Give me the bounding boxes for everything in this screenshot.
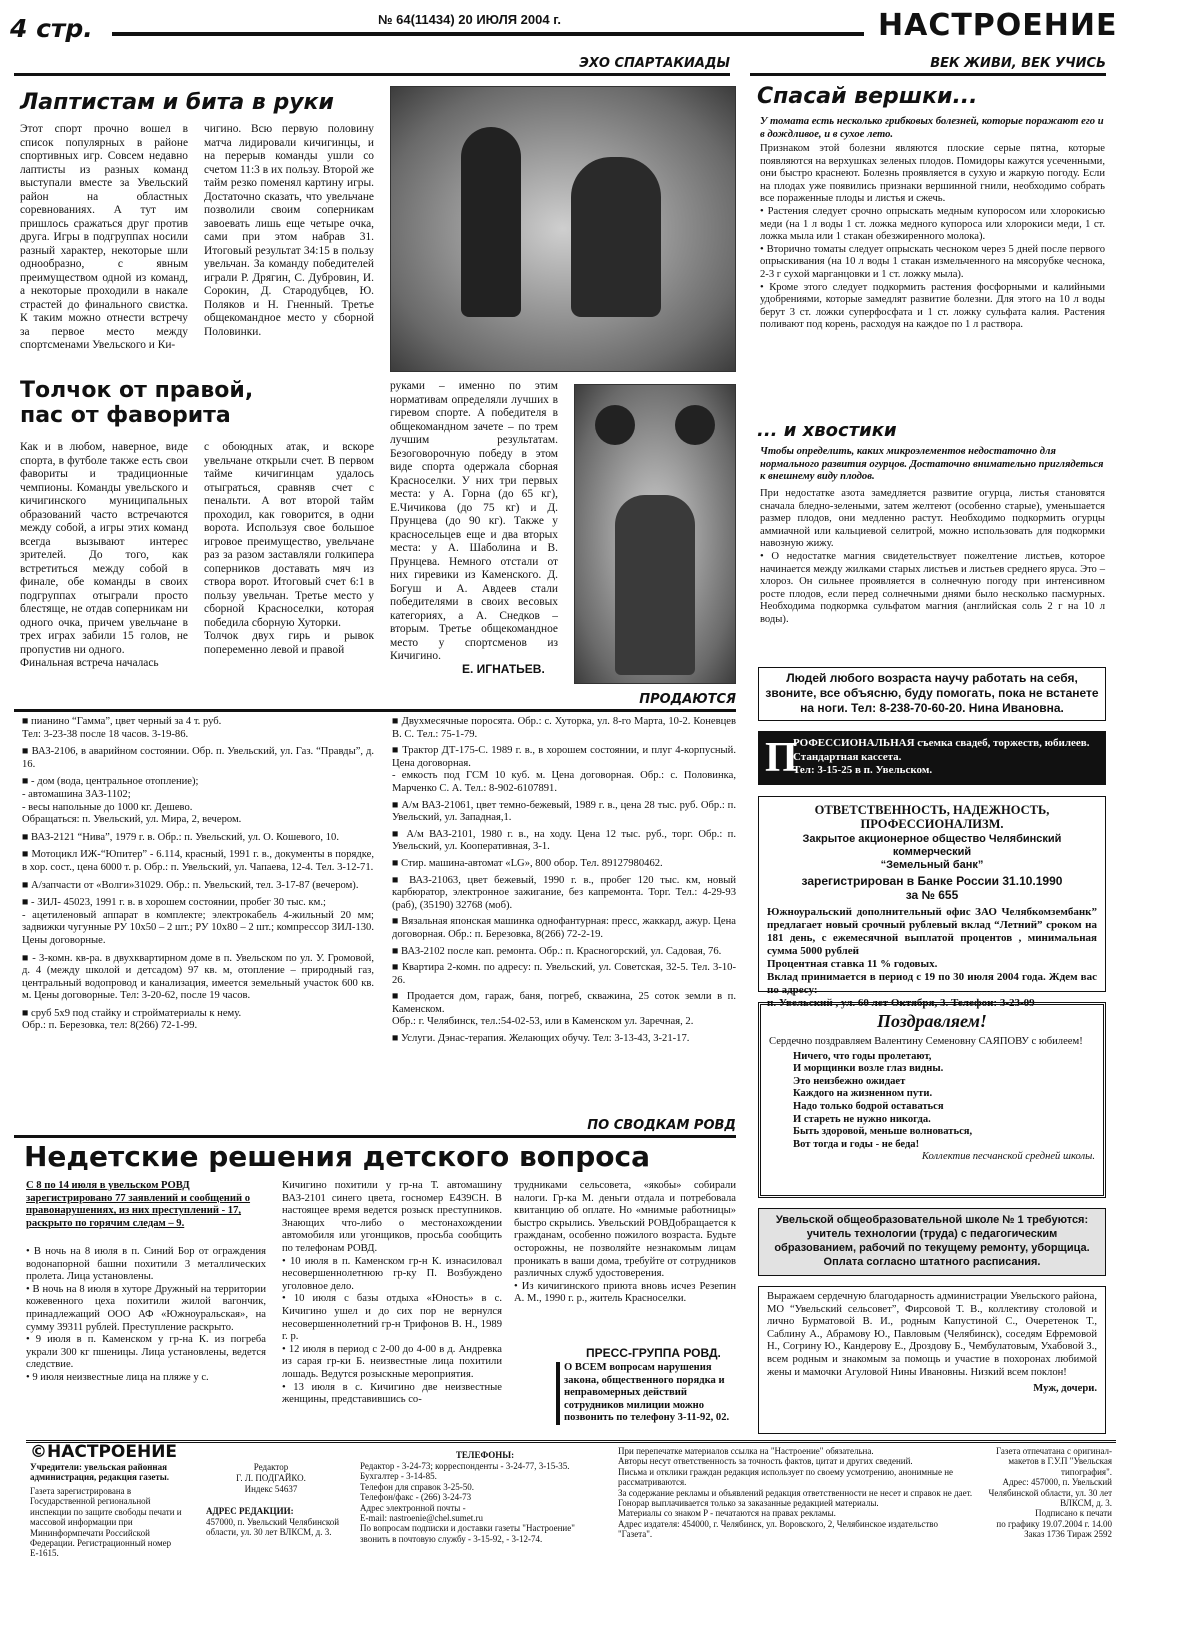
photo-kettlebell-lifter — [574, 384, 736, 684]
ad-item: ■ пианино “Гамма”, цвет черный за 4 т. руб. Тел: 3-23-38 после 18 часов. 3-19-86. — [22, 716, 222, 740]
ad-box-bank — [758, 796, 1106, 1009]
page-number: 4 стр. — [10, 14, 93, 43]
footer-index: Индекс 54637 — [244, 1484, 298, 1494]
school-text: Увельской общеобразовательной школе № 1 требуются: учитель технологии (труда) с педагогическим образованием, рабочий по текущему ремонту, уборщица. Оплата согласно штатного расписания. — [774, 1214, 1090, 1268]
police-col3: трудниками сельсовета, «якобы» собирали налоги. Гр-ка М. деньги отдала и потребовала квитанцию об оплате. Но «мнимые работницы» быстро скрылись. Увельский РОВДобращается к гражданам, особенно пожилого возраста. Будьте осторожны, не позволяйте незнакомым лицам проникать в ваши дома, требуйте от сотрудников различных служб удостоверения. • Из кичигинского приюта вновь исчез Резепин А. М., 1990 г. р., житель Красноселки. — [514, 1180, 736, 1305]
ad-item: ■ ВАЗ-2102 после кап. ремонта. Обр.: п. Красногорский, ул. Садовая, 76. — [392, 945, 722, 957]
school-box — [758, 1208, 1106, 1276]
congrats-sign: Коллектив песчанской средней школы. — [921, 1151, 1095, 1163]
bank-reg: зарегистрирован в Банке России 31.10.1990 за № 655 — [801, 874, 1063, 902]
ad-box-tutor — [758, 667, 1106, 721]
football-title: Толчок от правой, пас от фаворита — [20, 378, 254, 428]
football-author: Е. ИГНАТЬЕВ. — [462, 662, 545, 676]
lapta-col1: Этот спорт прочно вошел в список популярных в районе спортивных игр. Совсем недавно лаптисты из разных команд выступали вместе за Увельский район на областных соревнованиях. А тут им пришлось сражаться друг против друга. Игры в подгруппах носили разный характер, некоторые шли однообразно, с явным преимуществом одной из команд, а некоторые проходили в накале страстей до финального свистка. К таким можно отнести встречу за первое место между спортсменами Увельского и Ки- — [20, 123, 188, 351]
thanks-sign: Муж, дочери. — [1033, 1383, 1097, 1395]
cucumber-title: ... и хвостики — [757, 420, 897, 441]
lapta-title: Лаптистам и бита в руки — [20, 90, 334, 115]
ad-item: ■ ВАЗ-21063, цвет бежевый, 1990 г. в., пробег 120 тыс. км, новый карбюратор, электронное зажигание, без капремонта. Торг. Тел.: 4-29-93 (раб), (35190) 32768 (моб). — [392, 874, 736, 911]
thanks-box — [758, 1286, 1106, 1434]
photo-lapta-players — [390, 86, 736, 372]
ad-item: ■ Трактор ДТ-175-С. 1989 г. в., в хорошем состоянии, и плуг 4-корпусный. Цена договорная. - емкость под ГСМ 10 куб. м. Цена договорная. Обр.: с. Половинка, Марченко С. А. Тел.: 8-902-6107891. — [392, 745, 736, 794]
ad-item: ■ - 3-комн. кв-ра. в двухквартирном доме в п. Увельском по ул. У. Громовой, д. 4 (между школой и детсадом) 97 кв. м, отопление – природный газ, центральный водопровод и канализация, имеется земельный участок 600 кв. м. Цены договорные. Тел: 3-20-62, после 19 часов. — [22, 952, 374, 1002]
footer-address-title: АДРЕС РЕДАКЦИИ: — [206, 1506, 294, 1516]
ads-left-list — [22, 716, 374, 1038]
congrats-intro: Сердечно поздравляем Валентину Семеновну САЯПОВУ с юбилеем! — [769, 1036, 1083, 1047]
footer-rules: При перепечатке материалов ссылка на "Настроение" обязательна. Авторы несут ответственность за точность фактов, цитат и других сведений. Письма и отклики граждан редакция использует по своему усмотрению, анонимные не рассматриваются. За содержание рекламы и объявлений редакция ответственности не несет и справок не дает. Гонорар выплачивается только за заказанные редакцией материалы. Материалы со знаком P - печатаются на правах рекламы. Адрес издателя: 454000, г. Челябинск, ул. Воровского, 2, Челябинское издательство "Газета". — [618, 1446, 973, 1540]
footer-phones: Редактор - 3-24-73; корреспонденты - 3-24-77, 3-15-35. Бухгалтер - 3-14-85. Телефон для справок 3-25-50. Телефон/факс - (266) 3-24-73 Адрес электронной почты - E-mail: nastroenie@chel.sumet.ru По вопросам подписки и доставки газеты "Настроение" звонить в почтовую службу - 3-15-92, - 3-12-74. — [360, 1461, 575, 1544]
issue-date: № 64(11434) 20 ИЮЛЯ 2004 г. — [372, 12, 567, 27]
congrats-box — [758, 1002, 1106, 1198]
football-col1: Как и в любом, наверное, виде спорта, в футболе также есть свои фавориты и традиционные чемпионы. Команды увельского и кичигинского муниципальных образований часто встречаются между собой, а игры этих команд всегда вызывают интерес зрителей. До того, как встретиться между собой в финале, обе команды в своих подгруппах отыграли просто блестяще, не отдав соперникам ни одного очка, причем увельчане в трех играх забили 15 голов, не пропустив ни одного. Финальная встреча началась — [20, 441, 188, 669]
bank-slogan: ОТВЕТСТВЕННОСТЬ, НАДЕЖНОСТЬ, ПРОФЕССИОНАЛИЗМ. — [814, 803, 1050, 831]
header-rule — [112, 32, 864, 36]
footer-print: Газета отпечатана с оригинал-макетов в Г.У.П "Увельская типография". Адрес: 457000, п. Увельский Челябинской области, ул. 30 лет ВЛКСМ, д. 3. Подписано к печати по графику 19.07.2004 г. 14.00 Заказ 1736 Тираж 2592 — [988, 1446, 1112, 1540]
ad-item: ■ Услуги. Дэнас-терапия. Желающих обучу. Тел: 3-13-43, 3-21-17. — [392, 1033, 690, 1045]
tomato-body: Признаком этой болезни являются плоские серые пятна, которые появляются на верхушках зеленых плодов. Помидоры кажутся усеченными, они быстро краснеют. Болезнь проявляется в сухую и жаркую погоду. Если на плодах уже появились признаки вершинной гнили, необходимо собрать все пораженные плоды и листья и сжечь. • Растения следует срочно опрыскать медным купоросом или хлорокисью меди (на 1 л воды 1 ст. ложка медного купороса или хлорокиси меди, 1 ст. ложка мыла или 1 стакан обезжиренного молока). • Вторично томаты следует опрыскать чесноком через 5 дней после первого опрыскивания (на 10 л воды 1 стакан измельченного на мясорубке чеснока, 2-3 г сухой марганцовки и 1 ст. ложку мыла). • Кроме этого следует подкормить растения фосфорными и калийными удобрениями, которые замедлят развитие болезни. Для этого на 10 л воды берут 3 ст. ложки суперфосфата и 1 ст. ложку сульфата калия. Растения поливают под корень, расходуя на каждое по 1 л раствора. — [760, 143, 1105, 331]
footer-founders: Учредители: увельская районная администрация, редакция газеты. — [30, 1462, 170, 1483]
footer-editor-title: Редактор — [253, 1462, 289, 1472]
footer-editor: Г. Л. ПОДГАЙКО. — [236, 1473, 306, 1483]
footer-rule — [26, 1440, 1116, 1443]
ad-box-video — [758, 731, 1106, 785]
police-col1: • В ночь на 8 июля в п. Синий Бор от ограждения водонапорной башни похитили 3 металлических пролета. Лица установлены. • В ночь на 8 июля в хуторе Дружный на территории кожевенного цеха похитили жилой вагончик, принадлежащий ООО АФ «Южноуральская», на сумму 39311 рублей. Преступление раскрыто. • 9 июля в п. Каменском у гр-на К. из погреба украли 300 кг пшеницы. Лица установлены, ведется следствие. • 9 июля неизвестные лица на пляже у с. — [26, 1246, 266, 1383]
bank-offer: Южноуральский дополнительный офис ЗАО Челябкомзембанк” предлагает новый срочный рублевый вклад “Летний” сроком на 181 день, с ежемесячной выплатой процентов , минимальная сумма 5000 рублей Процентная ставка 11 % годовых. Вклад принимается в период с 19 по 30 июля 2004 года. Ждем вас по адресу: п. Увельский , ул. 60 лет Октября, 3. Телефон: 3-23-09 — [767, 906, 1097, 1009]
ad-item: ■ - ЗИЛ- 45023, 1991 г. в. в хорошем состоянии, пробег 30 тыс. км.; - ацетиленовый аппарат в комплекте; электрокабель 4-жильный 20 мм; задвижки чугунные РУ 10х50 – 2 шт.; РУ 10х80 – 2 шт.; компрессор ЗИЛ-130. Цены договорные. — [22, 897, 374, 946]
ad-item: ■ Вязальная японская машинка однофантурная: пресс, жаккард, ажур. Цена договорная. Обр.: п. Березовка, 8(266) 72-2-19. — [392, 916, 736, 940]
footer-address: 457000, п. Увельский Челябинской области, ул. 30 лет ВЛКСМ, д. 3. — [206, 1517, 340, 1538]
ad-item: ■ А/запчасти от «Волги»31029. Обр.: п. Увельский, тел. 3-17-87 (вечером). — [22, 879, 359, 891]
ad-item: ■ А/м ВАЗ-2101, 1980 г. в., на ходу. Цена 12 тыс. руб., торг. Обр.: п. Увельский, ул. Кооперативная, 3-1. — [392, 828, 736, 853]
ad-item: ■ Квартира 2-комн. по адресу: п. Увельский, ул. Советская, 32-5. Тел. 3-10-26. — [392, 962, 736, 986]
ad-item: ■ сруб 5х9 под стайку и стройматериалы к нему. Обр.: п. Березовка, тел: 8(266) 72-1-99. — [22, 1007, 242, 1032]
ad-item: ■ Стир. машина-автомат «LG», 800 обор. Тел. 89127980462. — [392, 857, 663, 869]
rubric-sale: ПРОДАЮТСЯ — [14, 692, 736, 712]
rubric-police: ПО СВОДКАМ РОВД — [14, 1118, 736, 1138]
video-text: РОФЕССИОНАЛЬНАЯ съемка свадеб, торжеств, юбилеев. Стандартная кассета. Тел: 3-15-25 в п. Увельском. — [793, 737, 1090, 776]
police-note: О ВСЕМ вопросам нарушения закона, общественного порядка и неправомерных действий сотрудников милиции можно позвонить по телефону 3-11-92, 02. — [556, 1362, 736, 1425]
thanks-text: Выражаем сердечную благодарность администрации Увельского района, МО “Увельский сельсовет”, Фирсовой Т. В., коллективу столовой и лично Бурматовой В. И., родным Капустиной С., Очеретенок Т., Саблину А., Абрамову Ю., Павловым (Челябинск), соседям Ефремовой Н., Согрину Ю., Кандерову Е., Дроздову Б., Чембулатовым, Ухабовой З., всем родным и знакомым за помощь и участие в похоронах любимой жены и мамочки Агуловой Нины Ивановны. Низкий всем поклон! — [767, 1291, 1097, 1378]
police-author: ПРЕСС-ГРУППА РОВД. — [586, 1346, 721, 1360]
football-col2: с обоюдных атак, и вскоре увельчане открыли счет. В первом тайме кичигинцам удалось отыграться, сравняв счет с пенальти. А вот второй тайм проходил, как говорится, в одни ворота. Используя свое большое игровое преимущество, увельчане раз за разом заставляли голкипера соперников доставать мяч из створа ворот. Итоговый счет 6:1 в пользу увельчан. Третье место у сборной Красноселки, которая победила сборную Хуторки. Толчок двух гирь и рывок попеременно левой и правой — [204, 441, 374, 656]
rubric-sport: ЭХО СПАРТАКИАДЫ — [14, 56, 730, 76]
cucumber-lead: Чтобы определить, каких микроэлементов недостаточно для нормального развития огурцов. Достаточно внимательно приглядеться к внешнему виду плодов. — [760, 446, 1104, 483]
lapta-col2: чигино. Всю первую половину матча лидировали кичигинцы, и на перерыв команды ушли со счетом 11:3 в их пользу. Второй же тайм резко поменял картину игры. Достаточно сказать, что увельчане позволили своим соперникам завоевать лишь еще четыре очка, сами при этом набрав 31. Итоговый результат 34:15 в пользу увельчан. За команду победителей играли Р. Дрягин, С. Дубровин, И. Сорокин, Д. Стародубцев, Ю. Поляков и Н. Гненный. Третье общекомандное место у сборной Половинки. — [204, 123, 374, 338]
congrats-title: Поздравляем! — [877, 1011, 987, 1031]
ad-item: ■ ВАЗ-2106, в аварийном состоянии. Обр. п. Увельский, ул. Газ. “Правды”, д. 16. — [22, 746, 374, 770]
ad-item: ■ - дом (вода, центральное отопление); - автомашина ЗАЗ-1102; - весы напольные до 1000 кг. Дешево. Обращаться: п. Увельский, ул. Мира, 2, вечером. — [22, 776, 242, 826]
rubric-age: ВЕК ЖИВИ, ВЕК УЧИСЬ — [750, 56, 1106, 76]
football-col3: руками – именно по этим нормативам определяли лучших в гиревом спорте. А победителя в общекомандном зачете – по трем лучшим результатам. Безоговорочную победу в этом виде спорта одержала сборная Красноселки. У них три первых места: у А. Горна (до 65 кг), Е.Чичикова (до 75 кг) и Д. Прунцева (до 90 кг). Также у красносельцев еще и два вторых места: у А. Шаболина и В. Прунцева. Немного отстали от них гиревики из Каменского. Д. Богуш и А. Авдеев стали победителями в своих весовых категориях, а А. Снедков – вторым. Третье общекомандное место у спортсменов из Кичигино. — [390, 380, 558, 662]
ad-item: ■ ВАЗ-2121 “Нива”, 1979 г. в. Обр.: п. Увельский, ул. О. Кошевого, 10. — [22, 831, 339, 843]
ads-right-list — [392, 716, 736, 1050]
ad-item: ■ Продается дом, гараж, баня, погреб, скважина, 25 соток земли в п. Каменском. Обр.: г. Челябинск, тел.:54-02-53, или в Каменском ул. Заречная, 2. — [392, 991, 736, 1028]
paper-title: НАСТРОЕНИЕ — [878, 8, 1118, 43]
congrats-poem: Ничего, что годы пролетают, И морщинки возле глаз видны. Это неизбежно ожидает Каждого на жизненном пути. Надо только бодрой оставаться И стареть не нужно никогда. Быть здоровой, меньше волноваться, Вот тогда и годы - не беда! — [793, 1050, 973, 1150]
footer-logo: ©НАСТРОЕНИЕ — [30, 1442, 178, 1462]
footer-phones-title: ТЕЛЕФОНЫ: — [455, 1450, 515, 1460]
dropcap: П — [765, 735, 798, 781]
ad-item: ■ Двухмесячные поросята. Обр.: с. Хуторка, ул. 8-го Марта, 10-2. Коневцев В. С. Тел.: 75-1-79. — [392, 716, 736, 740]
tutor-text: Людей любого возраста научу работать на себя, звоните, все объясню, буду помогать, пока не встанете на ноги. Тел: 8-238-70-60-20. Нина Ивановна. — [765, 671, 1099, 715]
ad-item: ■ Мотоцикл ИЖ-“Юпитер” - 6.114, красный, 1991 г. в., документы в порядке, в хор. сост., цена 6000 т. р. Обр.: п. Увельский, ул. Чапаева, 12-4. Тел. 3-12-71. — [22, 849, 374, 873]
bank-name: Закрытое акционерное общество Челябинский коммерческий “Земельный банк” — [802, 833, 1062, 871]
tomato-lead: У томата есть несколько грибковых болезней, которые поражают его и в дождливое, и в сухое лето. — [760, 116, 1104, 140]
tomato-title: Спасай вершки... — [757, 84, 978, 109]
ad-item: ■ А/м ВАЗ-21061, цвет темно-бежевый, 1989 г. в., цена 28 тыс. руб. Обр.: п. Увельский, ул. Западная,1. — [392, 799, 736, 824]
footer-registration: Газета зарегистрирована в Государственной региональной инспекции по защите свободы печати и массовой информации при Мининформпечати Российской Федерации. Регистрационный номер Е-1615. — [30, 1486, 182, 1559]
cucumber-body: При недостатке азота замедляется развитие огурца, листья становятся сначала бледно-зелеными, затем желтеют (особенно старые), уменьшается размер плодов, они медленно растут. Необходимо подкормить огурцы аммиачной или кальциевой селитрой, можно использовать для подкормки навозную жижу. • О недостатке магния свидетельствует пожелтение листьев, которое начинается между жилками старых листьев и листьев среднего яруса. Это – хлороз. Он сильнее проявляется в солнечную погоду при интенсивном росте плодов, если перед солнечными днями было несколько пасмурных. Необходима подкормка сульфатом магния (английская соль 2 г на 10 л воды). — [760, 488, 1105, 625]
police-lead: С 8 по 14 июля в увельском РОВД зарегистрировано 77 заявлений и сообщений о правонарушениях, из них преступлений - 17, раскрыто по горячим следам – 9. — [26, 1180, 251, 1229]
police-col2: Кичигино похитили у гр-на Т. автомашину ВАЗ-2101 синего цвета, госномер Е439СН. В настоящее время ведется розыск преступников. Знающих что-либо о местонахождении автомобиля или угонщиков, просьба сообщить по телефонам РОВД. • 10 июля в п. Каменском гр-н К. изнасиловал несовершеннолетнюю гр-ку П. Возбуждено уголовное дело. • 10 июля с базы отдыха «Юность» в с. Кичигино ушел и до сих пор не вернулся несовершеннолетний гр-н Трифонов В. Н., 1989 г. р. • 12 июля в период с 2-00 до 4-00 в д. Андревка из сарая гр-ки Б. неизвестные лица похитили лошадь. Ведутся розыскные мероприятия. • 13 июля в с. Кичигино две неизвестные женщины, представившись со- — [282, 1180, 502, 1406]
police-title: Недетские решения детского вопроса — [24, 1140, 651, 1173]
